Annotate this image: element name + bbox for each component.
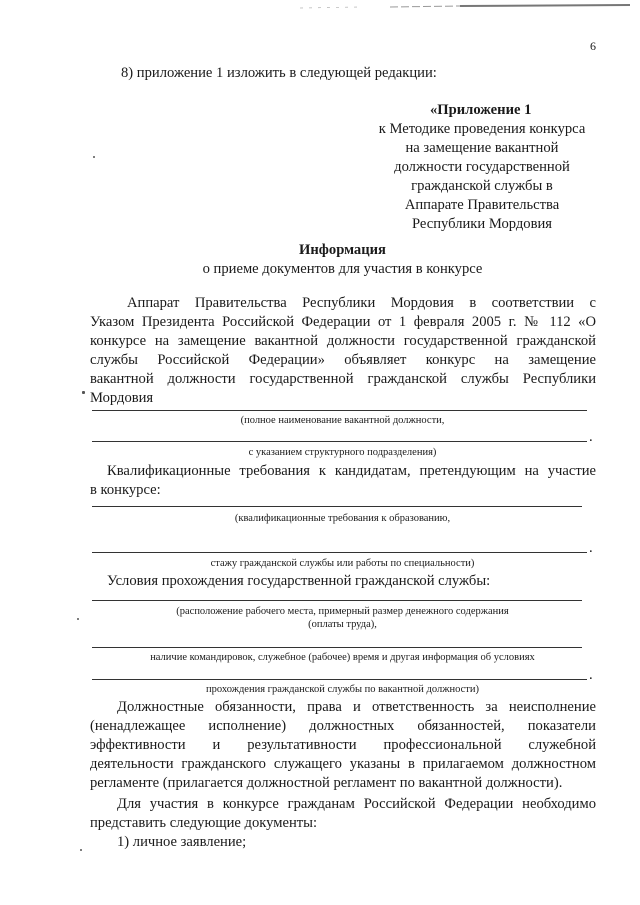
scan-artifact-streak [300,2,630,12]
caption-trips: наличие командировок, служебное (рабочее) время и другая информация об условиях [150,652,535,663]
caption-service: прохождения гражданской службы по вакантной должности) [206,684,479,695]
paragraph-line: представить следующие документы: [90,815,318,831]
paragraph-line: (ненадлежащее исполнение) должностных обязанностей, показатели [90,718,596,734]
fill-in-line-workplace [92,600,582,601]
caption-education: (квалификационные требования к образованию, [234,513,451,524]
appendix-line: Аппарате Правительства [404,197,560,213]
appendix-line: к Методике проведения конкурса [378,121,586,137]
paragraph-line: Аппарат Правительства Республики Мордовия в соответствии с [127,295,596,311]
caption-experience: стажу гражданской службы или работы по специальности) [210,558,475,569]
paragraph-line: Должностные обязанности, права и ответственность за неисполнение [117,699,596,715]
heading-title: Информация [299,242,386,258]
fill-in-line-service [92,679,587,680]
fill-in-line-education [92,506,582,507]
period-mark: . [589,429,593,445]
fill-in-line-experience [92,552,587,553]
paragraph-line: Мордовия [90,390,154,406]
paragraph-line: конкурсе на замещение вакантной должности государственной гражданской [90,333,596,349]
scan-speck [77,618,79,620]
paragraph-line: регламенте (прилагается должностной регламент по вакантной должности). [90,775,563,791]
heading-subtitle: о приеме документов для участия в конкурсе [202,261,483,277]
qualification-paragraph [90,462,596,500]
caption-workplace-2: (оплаты труда), [308,619,377,630]
appendix-line: должности государственной [394,159,570,175]
period-mark: . [589,667,593,683]
list-item: 1) личное заявление; [117,834,247,850]
paragraph-line: вакантной должности государственной гражданской службы Республики [90,371,596,387]
scan-speck [93,156,95,158]
fill-in-line-position [92,410,587,411]
paragraph-line: деятельности гражданского служащего указаны в прилагаемом должностном [90,756,596,772]
paragraph-line: Для участия в конкурсе гражданам Российской Федерации необходимо [117,796,596,812]
scan-speck [80,849,82,851]
paragraph-line: Указом Президента Российской Федерации от 1 февраля 2005 г. № 112 «О [90,314,596,330]
paragraph-line: эффективности и результативности профессиональной служебной [90,737,596,753]
appendix-line: гражданской службы в [411,178,553,194]
duties-paragraph [90,698,596,793]
period-mark: . [589,540,593,556]
appendix-line: на замещение вакантной [405,140,559,156]
documents-paragraph [90,795,596,852]
fill-in-line-unit [92,441,587,442]
amendment-line: 8) приложение 1 изложить в следующей редакции: [121,65,437,81]
page-number: 6 [590,39,596,53]
paragraph-line: службы Российской Федерации» объявляет конкурс на замещение [90,352,596,368]
caption-unit: с указанием структурного подразделения) [248,447,437,458]
caption-workplace-1: (расположение рабочего места, примерный размер денежного содержания [176,606,509,617]
fill-in-line-trips [92,647,582,648]
caption-position: (полное наименование вакантной должности, [240,415,445,426]
intro-paragraph [90,294,596,408]
paragraph-line: Квалификационные требования к кандидатам, претендующим на участие [107,463,596,479]
conditions-heading: Условия прохождения государственной гражданской службы: [107,573,491,589]
appendix-line: Республики Мордовия [411,216,552,232]
appendix-block [352,101,612,234]
appendix-title: «Приложение 1 [430,102,532,118]
scan-speck [82,391,85,394]
paragraph-line: в конкурсе: [90,482,161,498]
